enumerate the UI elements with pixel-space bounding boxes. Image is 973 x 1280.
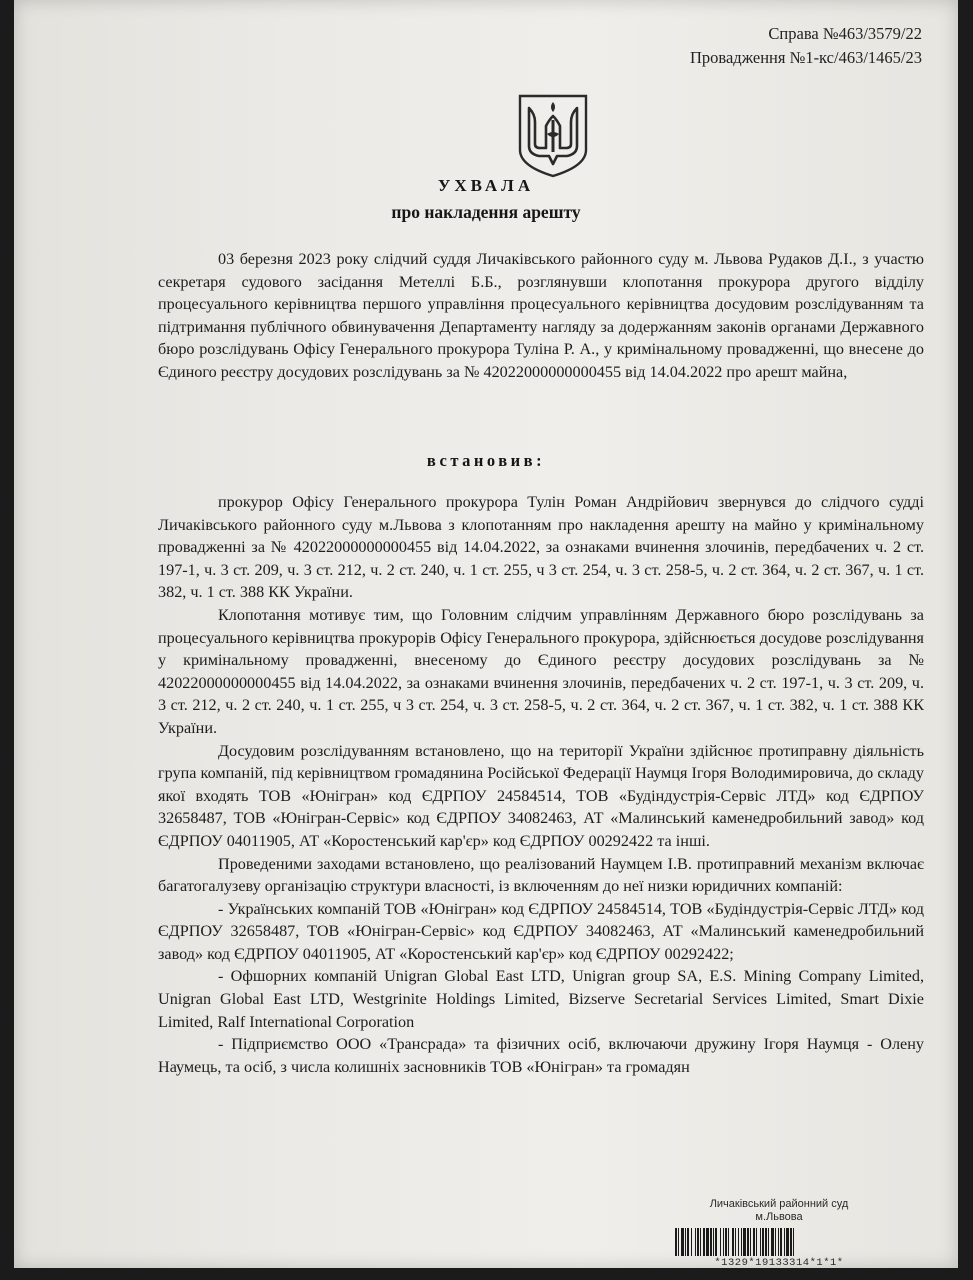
paragraph-motivation: Клопотання мотивує тим, що Головним слідчим управлінням Державного бюро розслідувань за процесуального керівництва прокурорів Офісу Генерального прокурора, здійснюється досудове розслідування у кримінальному провадженні, внесеному до Єдиного реєстру досудових розслідувань за № 42022000000000455 від 14.04.2022, за ознаками вчинення злочинів, передбачених ч. 2 ст. 197-1, ч. 3 ст. 209, ч. 3 ст. 212, ч. 2 ст. 240, ч. 1 ст. 255, ч 3 ст. 254, ч. 3 ст. 258-5, ч. 2 ст. 364, ч. 2 ст. 367, ч. 1 ст. 382, ч. 1 ст. 388 КК України. xyxy=(158,605,924,737)
barcode-bar xyxy=(786,1228,789,1256)
barcode-bar xyxy=(695,1228,696,1256)
barcode-bar xyxy=(780,1228,782,1256)
barcode-bar xyxy=(720,1228,721,1256)
barcode-bar xyxy=(681,1228,684,1256)
paragraph-mechanism: Проведеними заходами встановлено, що реалізований Наумцем І.В. протиправний механізм включає багатогалузеву організацію структури власності, із включенням до неї низки юридичних компаній: xyxy=(158,854,924,896)
barcode-bar xyxy=(710,1228,712,1256)
stamp-court-name: Личаківський районний суд xyxy=(709,1198,849,1210)
barcode-bar xyxy=(691,1228,692,1256)
barcode-bar xyxy=(743,1228,746,1256)
case-reference xyxy=(690,22,922,70)
barcode-bar xyxy=(678,1228,679,1256)
barcode xyxy=(673,1228,885,1256)
barcode-bar xyxy=(697,1228,699,1256)
list-item-offshore-companies: - Офшорних компаній Unigran Global East LTD, Unigran group SA, E.S. Mining Company Limited, Unigran Global East LTD, Westgrinite Holdings Limited, Bizserve Secretarial Services Limited, Smart Dixie Limited, Ralf International Corporation xyxy=(158,967,924,1031)
main-body xyxy=(158,491,924,1078)
barcode-bar xyxy=(762,1228,764,1256)
barcode-bar xyxy=(715,1228,717,1256)
barcode-bar xyxy=(741,1228,742,1256)
barcode-bar xyxy=(756,1228,757,1256)
barcode-bar xyxy=(675,1228,677,1256)
barcode-bar xyxy=(713,1228,714,1256)
intro-paragraph: 03 березня 2023 року слідчий суддя Личаківського районного суду м. Львова Рудаков Д.І., з участю секретаря судового засідання Метеллі Б.Б., розглянувши клопотання прокурора другого відділу процесуального керівництва першого управління процесуального керівництва досудовим розслідуванням та підтримання публічного обвинувачення Департаменту нагляду за додержанням законів органами Державного бюро розслідувань Офісу Генерального прокурора Туліна Р. А., у кримінальному провадженні, що внесене до Єдиного реєстру досудових розслідувань за № 42022000000000455 від 14.04.2022 про арешт майна, xyxy=(158,250,924,381)
barcode-bar xyxy=(738,1228,739,1256)
barcode-bar xyxy=(784,1228,785,1256)
barcode-bar xyxy=(778,1228,779,1256)
section-heading: встановив: xyxy=(426,451,546,470)
barcode-bar xyxy=(725,1228,727,1256)
list-item-other-entities: - Підприємство ООО «Трансрада» та фізичних осіб, включаючи дружину Ігоря Наумця - Олену Наумець, та осіб, з числа колишніх засновників ТОВ «Юнігран» та громадян xyxy=(158,1035,924,1076)
paragraph-petition: прокурор Офісу Генерального прокурора Тулін Роман Андрійович звернувся до слідчого судді Личаківського районного суду м.Львова з клопотанням про накладення арешту на майно у кримінальному провадженні за № 42022000000000455 від 14.04.2022, за ознаками вчинення злочинів, передбачених ч. 2 ст. 197-1, ч. 3 ст. 209, ч. 3 ст. 212, ч. 2 ст. 240, ч. 1 ст. 255, ч 3 ст. 254, ч. 3 ст. 258-5, ч. 2 ст. 364, ч. 2 ст. 367, ч. 1 ст. 382, ч. 1 ст. 388 КК України. xyxy=(158,493,924,602)
barcode-bar xyxy=(760,1228,761,1256)
paragraph-investigation: Досудовим розслідуванням встановлено, що на території України здійснює протиправну діяльність група компаній, під керівництвом громадянина Російської Федерації Наумця Ігоря Володимировича, до складу якої входять ТОВ «Юнігран» код ЄДРПОУ 24584514, ТОВ «Будіндустрія-Сервіс ЛТД» код ЄДРПОУ 32658487, ТОВ «Юнігран-Сервіс» код ЄДРПОУ 34082463, АТ «Малинський каменедробильний завод» код ЄДРПОУ 04011905, АТ «Коростенський кар'єр» код ЄДРПОУ 00292422 та інші. xyxy=(158,741,924,850)
document-subtitle: про накладення арешту xyxy=(391,202,581,222)
barcode-bar xyxy=(723,1228,724,1256)
document-title: УХВАЛА xyxy=(437,176,535,195)
barcode-bar xyxy=(706,1228,709,1256)
proceeding-number: Провадження №1-кс/463/1465/23 xyxy=(689,48,922,67)
ukraine-trident-emblem xyxy=(516,92,590,178)
barcode-bar xyxy=(793,1228,794,1256)
barcode-bar xyxy=(747,1228,749,1256)
barcode-bar xyxy=(765,1228,767,1256)
barcode-bar xyxy=(771,1228,774,1256)
barcode-bar xyxy=(735,1228,736,1256)
barcode-bar xyxy=(703,1228,705,1256)
court-stamp xyxy=(634,1198,924,1268)
barcode-bar xyxy=(750,1228,751,1256)
barcode-bar xyxy=(728,1228,729,1256)
barcode-number: *1329*19133314*1*1* xyxy=(714,1257,844,1268)
barcode-bar xyxy=(700,1228,701,1256)
document-page xyxy=(14,0,958,1268)
barcode-bar xyxy=(753,1228,755,1256)
barcode-bar xyxy=(790,1228,792,1256)
intro-paragraph-block xyxy=(158,248,924,384)
barcode-bar xyxy=(732,1228,734,1256)
stamp-city: м.Львова xyxy=(755,1211,803,1223)
barcode-bar xyxy=(775,1228,776,1256)
list-item-ukrainian-companies: - Українських компаній ТОВ «Юнігран» код ЄДРПОУ 24584514, ТОВ «Будіндустрія-Сервіс ЛТД» код ЄДРПОУ 32658487, ТОВ «Юнігран-Сервіс» код ЄДРПОУ 34082463, АТ «Малинський каменедробильний завод» код ЄДРПОУ 04011905, АТ «Коростенський кар'єр» код ЄДРПОУ 00292422; xyxy=(158,899,924,963)
case-number: Справа №463/3579/22 xyxy=(768,24,922,43)
barcode-bar xyxy=(768,1228,769,1256)
barcode-bar xyxy=(687,1228,689,1256)
barcode-bar xyxy=(685,1228,686,1256)
